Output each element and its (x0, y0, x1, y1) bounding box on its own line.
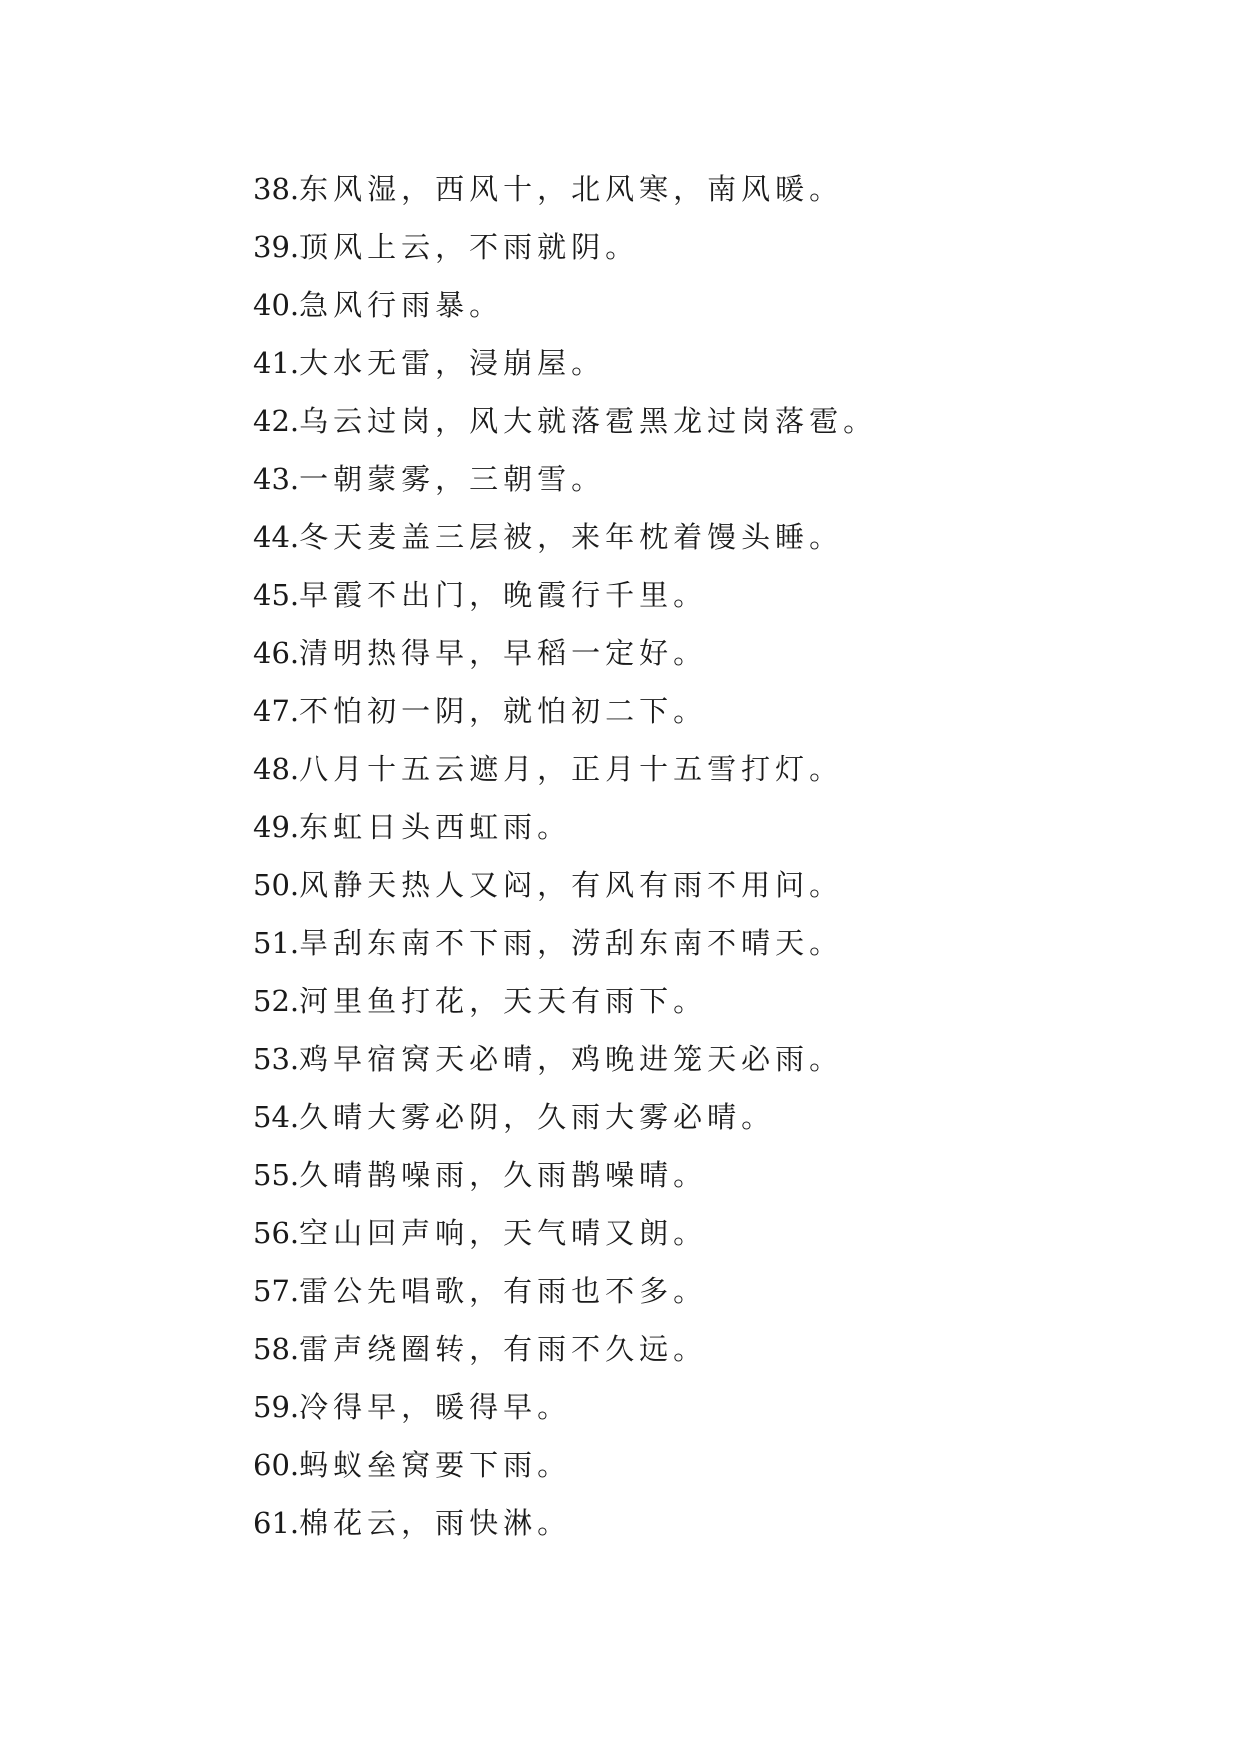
proverb-number: 52. (253, 984, 300, 1018)
proverb-text: 乌云过岗，风大就落雹黑龙过岗落雹。 (299, 404, 878, 438)
proverb-number: 59. (253, 1390, 300, 1424)
proverb-number: 44. (253, 520, 300, 554)
proverb-item (253, 334, 877, 392)
proverb-number: 57. (253, 1274, 300, 1308)
proverb-number: 56. (253, 1216, 300, 1250)
proverb-number: 45. (253, 578, 300, 612)
proverb-item (253, 160, 877, 218)
proverb-item (253, 1088, 877, 1146)
proverb-text: 顶风上云，不雨就阴。 (299, 230, 640, 264)
proverb-item (253, 218, 877, 276)
proverb-number: 43. (253, 462, 300, 496)
proverb-number: 42. (253, 404, 300, 438)
proverb-item (253, 798, 877, 856)
proverb-list (253, 160, 877, 1552)
proverb-number: 53. (253, 1042, 300, 1076)
proverb-number: 55. (253, 1158, 300, 1192)
proverb-number: 46. (253, 636, 300, 670)
proverb-item (253, 972, 877, 1030)
proverb-text: 空山回声响，天气晴又朗。 (299, 1216, 708, 1250)
proverb-text: 冬天麦盖三层被，来年枕着馒头睡。 (299, 520, 844, 554)
proverb-number: 50. (253, 868, 300, 902)
proverb-number: 47. (253, 694, 300, 728)
proverb-item (253, 682, 877, 740)
proverb-item (253, 1204, 877, 1262)
proverb-item (253, 914, 877, 972)
proverb-item (253, 566, 877, 624)
proverb-text: 河里鱼打花，天天有雨下。 (299, 984, 708, 1018)
proverb-number: 54. (253, 1100, 300, 1134)
proverb-item (253, 624, 877, 682)
proverb-text: 旱刮东南不下雨，涝刮东南不晴天。 (299, 926, 844, 960)
proverb-item (253, 508, 877, 566)
proverb-number: 49. (253, 810, 300, 844)
proverb-item (253, 856, 877, 914)
proverb-item (253, 1494, 877, 1552)
proverb-text: 雷声绕圈转，有雨不久远。 (299, 1332, 708, 1366)
proverb-text: 风静天热人又闷，有风有雨不用问。 (299, 868, 844, 902)
proverb-text: 东虹日头西虹雨。 (299, 810, 572, 844)
proverb-text: 清明热得早，早稻一定好。 (299, 636, 708, 670)
proverb-number: 39. (253, 230, 300, 264)
proverb-text: 一朝蒙雾，三朝雪。 (299, 462, 606, 496)
proverb-number: 51. (253, 926, 300, 960)
proverb-number: 40. (253, 288, 300, 322)
proverb-number: 61. (253, 1506, 300, 1540)
proverb-text: 八月十五云遮月，正月十五雪打灯。 (299, 752, 844, 786)
proverb-number: 48. (253, 752, 300, 786)
proverb-number: 41. (253, 346, 300, 380)
proverb-text: 早霞不出门，晚霞行千里。 (299, 578, 708, 612)
proverb-number: 38. (253, 172, 300, 206)
proverb-item (253, 1146, 877, 1204)
proverb-item (253, 740, 877, 798)
proverb-number: 60. (253, 1448, 300, 1482)
proverb-text: 久晴鹊噪雨，久雨鹊噪晴。 (299, 1158, 708, 1192)
proverb-item (253, 1030, 877, 1088)
proverb-item (253, 392, 877, 450)
proverb-item (253, 1436, 877, 1494)
proverb-text: 久晴大雾必阴，久雨大雾必晴。 (299, 1100, 776, 1134)
proverb-item (253, 1378, 877, 1436)
proverb-text: 东风湿，西风十，北风寒，南风暖。 (299, 172, 844, 206)
proverb-item (253, 276, 877, 334)
proverb-item (253, 1320, 877, 1378)
proverb-text: 雷公先唱歌，有雨也不多。 (299, 1274, 708, 1308)
proverb-text: 棉花云，雨快淋。 (299, 1506, 572, 1540)
proverb-text: 鸡早宿窝天必晴，鸡晚进笼天必雨。 (299, 1042, 844, 1076)
proverb-text: 蚂蚁垒窝要下雨。 (299, 1448, 572, 1482)
proverb-text: 冷得早，暖得早。 (299, 1390, 572, 1424)
proverb-text: 不怕初一阴，就怕初二下。 (299, 694, 708, 728)
proverb-text: 急风行雨暴。 (299, 288, 504, 322)
proverb-item (253, 1262, 877, 1320)
proverb-item (253, 450, 877, 508)
proverb-text: 大水无雷，浸崩屋。 (299, 346, 606, 380)
proverb-number: 58. (253, 1332, 300, 1366)
